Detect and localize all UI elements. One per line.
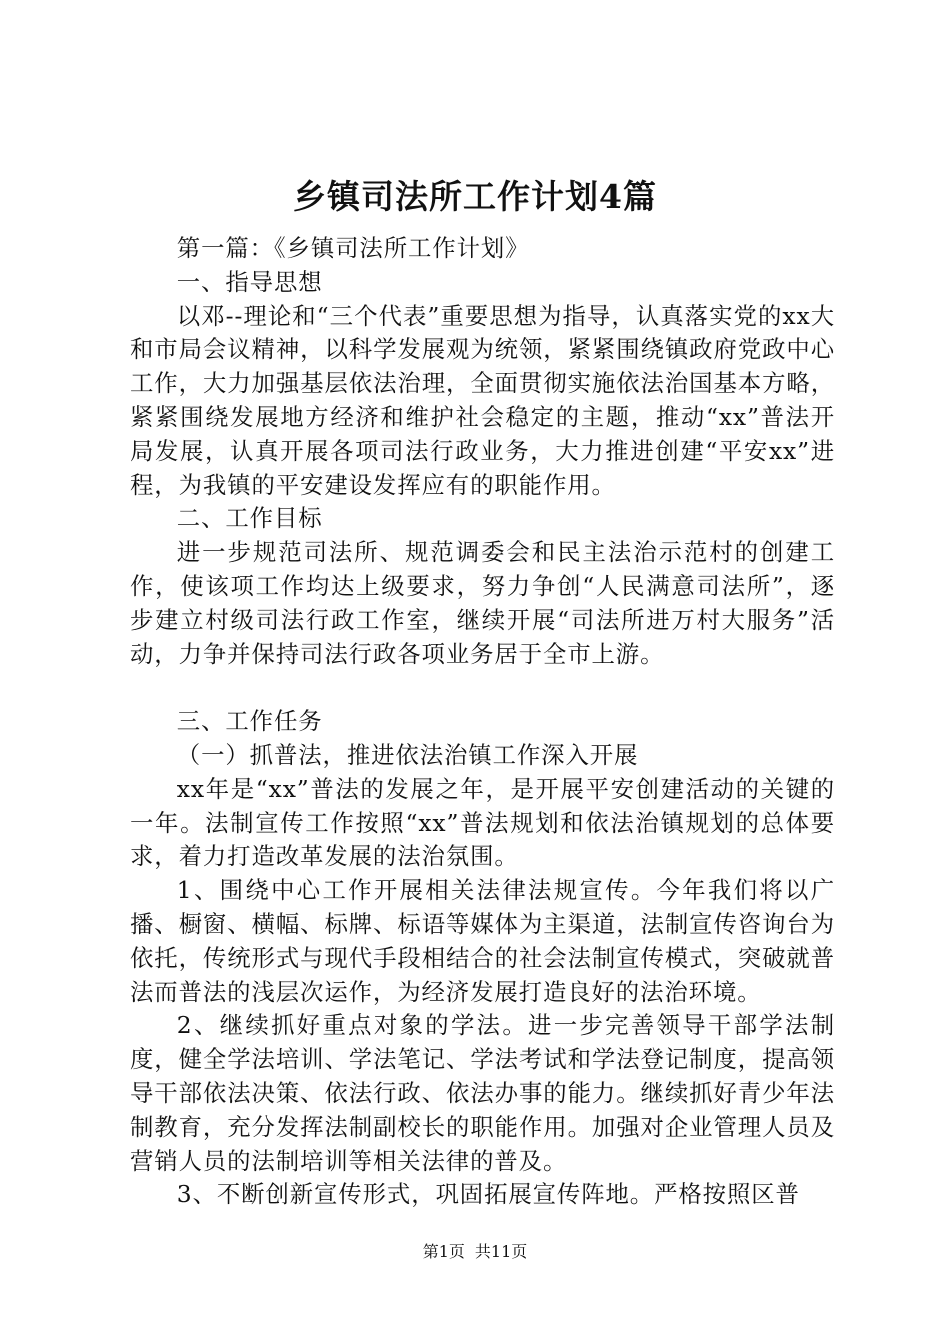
paragraph: 以邓--理论和“三个代表”重要思想为指导，认真落实党的xx大和市局会议精神，以科学发展观为统领，紧紧围绕镇政府党政中心工作，大力加强基层依法治理，全面贯彻实施依法治国基本方略，紧紧围绕发展地方经济和维护社会稳定的主题，推动“xx”普法开局发展，认真开展各项司法行政业务，大力推进创建“平安xx”进程，为我镇的平安建设发挥应有的职能作用。 (130, 301, 835, 499)
paragraph: 第一篇：《乡镇司法所工作计划》 (176, 234, 530, 262)
page-total: 共11页 (474, 1242, 528, 1261)
document-body (130, 232, 835, 1212)
paragraph: 2、继续抓好重点对象的学法。进一步完善领导干部学法制度，健全学法培训、学法笔记、学法考试和学法登记制度，提高领导干部依法决策、依法行政、依法办事的能力。继续抓好青少年法制教育，充分发挥法制副校长的职能作用。加强对企业管理人员及营销人员的法制培训等相关法律的普及。 (130, 1011, 835, 1175)
paragraph: 进一步规范司法所、规范调委会和民主法治示范村的创建工作，使该项工作均达上级要求，努力争创“人民满意司法所”，逐步建立村级司法行政工作室，继续开展“司法所进万村大服务”活动，力争并保持司法行政各项业务居于全市上游。 (130, 538, 835, 668)
paragraph: 3、不断创新宣传形式，巩固拓展宣传阵地。严格按照区普 (176, 1180, 800, 1209)
subsection-heading: （一）抓普法，推进依法治镇工作深入开展 (176, 740, 639, 769)
blank-line (130, 671, 835, 705)
section-heading: 二、工作目标 (176, 504, 323, 533)
page-number: 第1页 (422, 1242, 465, 1261)
page-footer (0, 1244, 950, 1260)
document-title: 乡镇司法所工作计划4篇 (293, 177, 657, 216)
section-heading: 三、工作任务 (176, 707, 323, 736)
section-heading: 一、指导思想 (176, 267, 323, 296)
paragraph: 1、围绕中心工作开展相关法律法规宣传。今年我们将以广播、橱窗、横幅、标牌、标语等媒体为主渠道，法制宣传咨询台为依托，传统形式与现代手段相结合的社会法制宣传模式，突破就普法而普法的浅层次运作，为经济发展打造良好的法治环境。 (130, 876, 835, 1006)
paragraph: xx年是“xx”普法的发展之年，是开展平安创建活动的关键的一年。法制宣传工作按照“xx”普法规划和依法治镇规划的总体要求，着力打造改革发展的法治氛围。 (130, 774, 835, 871)
